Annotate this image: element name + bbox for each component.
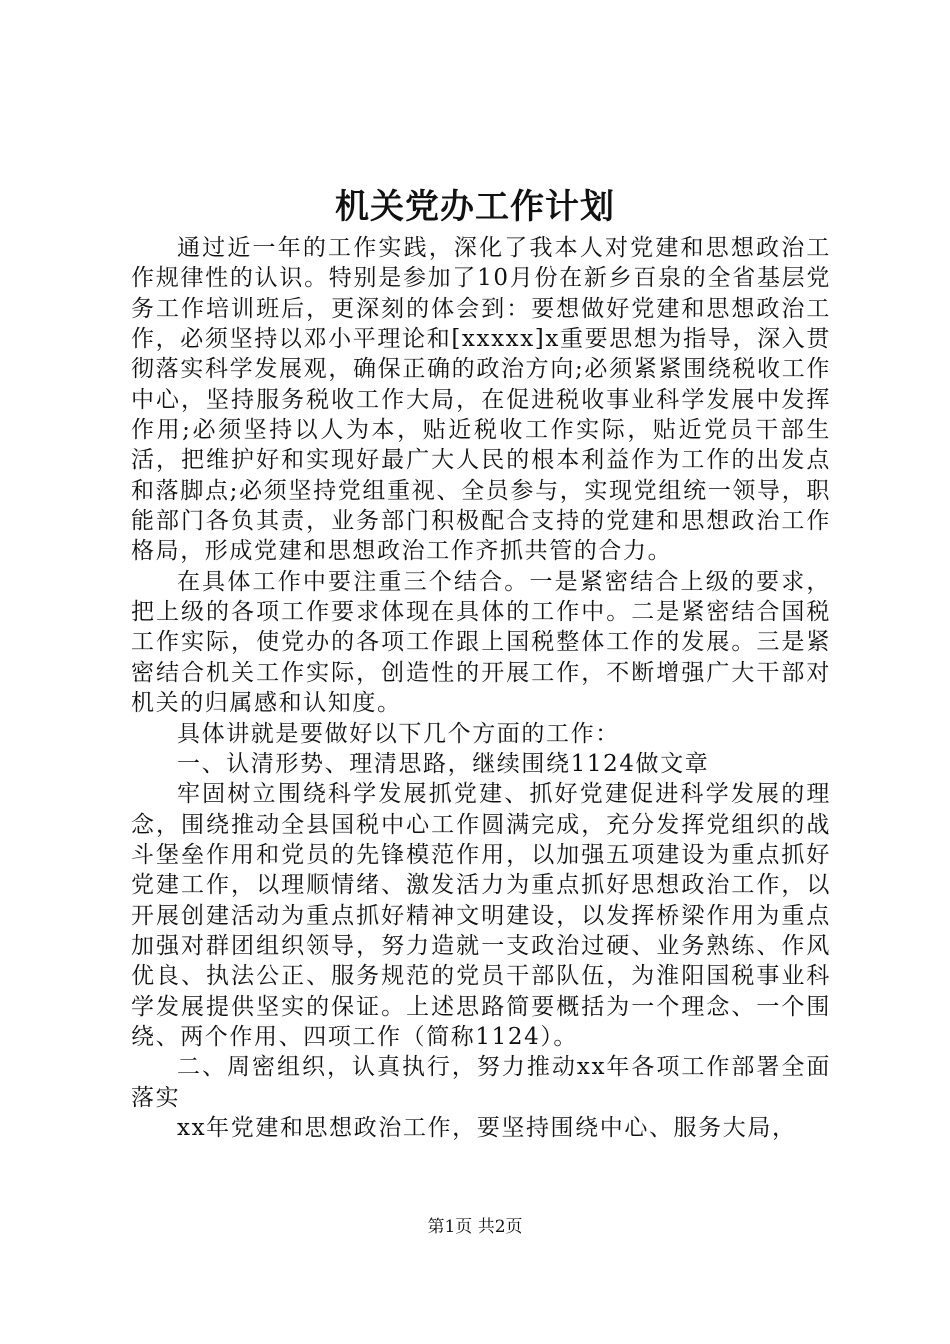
paragraph: 在具体工作中要注重三个结合。一是紧密结合上级的要求，把上级的各项工作要求体现在具体的工作中。二是紧密结合国税工作实际，使党办的各项工作跟上国税整体工作的发展。三是紧密结合机关工作实际，创造性的开展工作，不断增强广大干部对机关的归属感和认知度。 bbox=[131, 568, 831, 717]
paragraph: 通过近一年的工作实践，深化了我本人对党建和思想政治工作规律性的认识。特别是参加了10月份在新乡百泉的全省基层党务工作培训班后，更深刻的体会到：要想做好党建和思想政治工作，必须坚持以邓小平理论和[xxxxx]x重要思想为指导，深入贯彻落实科学发展观，确保正确的政治方向;必须紧紧围绕税收工作中心，坚持服务税收工作大局，在促进税收事业科学发展中发挥作用;必须坚持以人为本，贴近税收工作实际，贴近党员干部生活，把维护好和实现好最广大人民的根本利益作为工作的出发点和落脚点;必须坚持党组重视、全员参与，实现党组统一领导，职能部门各负其责，业务部门积极配合支持的党建和思想政治工作格局，形成党建和思想政治工作齐抓共管的合力。 bbox=[131, 235, 831, 565]
page-footer: 第1页 共2页 bbox=[427, 1217, 523, 1237]
paragraph: 牢固树立围绕科学发展抓党建、抓好党建促进科学发展的理念，围绕推动全县国税中心工作圆满完成，充分发挥党组织的战斗堡垒作用和党员的先锋模范作用，以加强五项建设为重点抓好党建工作，以理顺情绪、激发活力为重点抓好思想政治工作，以开展创建活动为重点抓好精神文明建设，以发挥桥梁作用为重点加强对群团组织领导，努力造就一支政治过硬、业务熟练、作风优良、执法公正、服务规范的党员干部队伍，为淮阳国税事业科学发展提供坚实的保证。上述思路简要概括为一个理念、一个围绕、两个作用、四项工作（简称1124）。 bbox=[131, 781, 831, 1050]
paragraph: xx年党建和思想政治工作，要坚持围绕中心、服务大局， bbox=[177, 1114, 797, 1141]
document-title: 机关党办工作计划 bbox=[335, 187, 615, 227]
paragraph: 具体讲就是要做好以下几个方面的工作： bbox=[177, 720, 620, 747]
section-heading: 二、周密组织，认真执行，努力推动xx年各项工作部署全面落实 bbox=[131, 1054, 831, 1111]
document-body bbox=[131, 233, 831, 1143]
section-heading: 一、认清形势、理清思路，继续围绕1124做文章 bbox=[177, 750, 710, 777]
